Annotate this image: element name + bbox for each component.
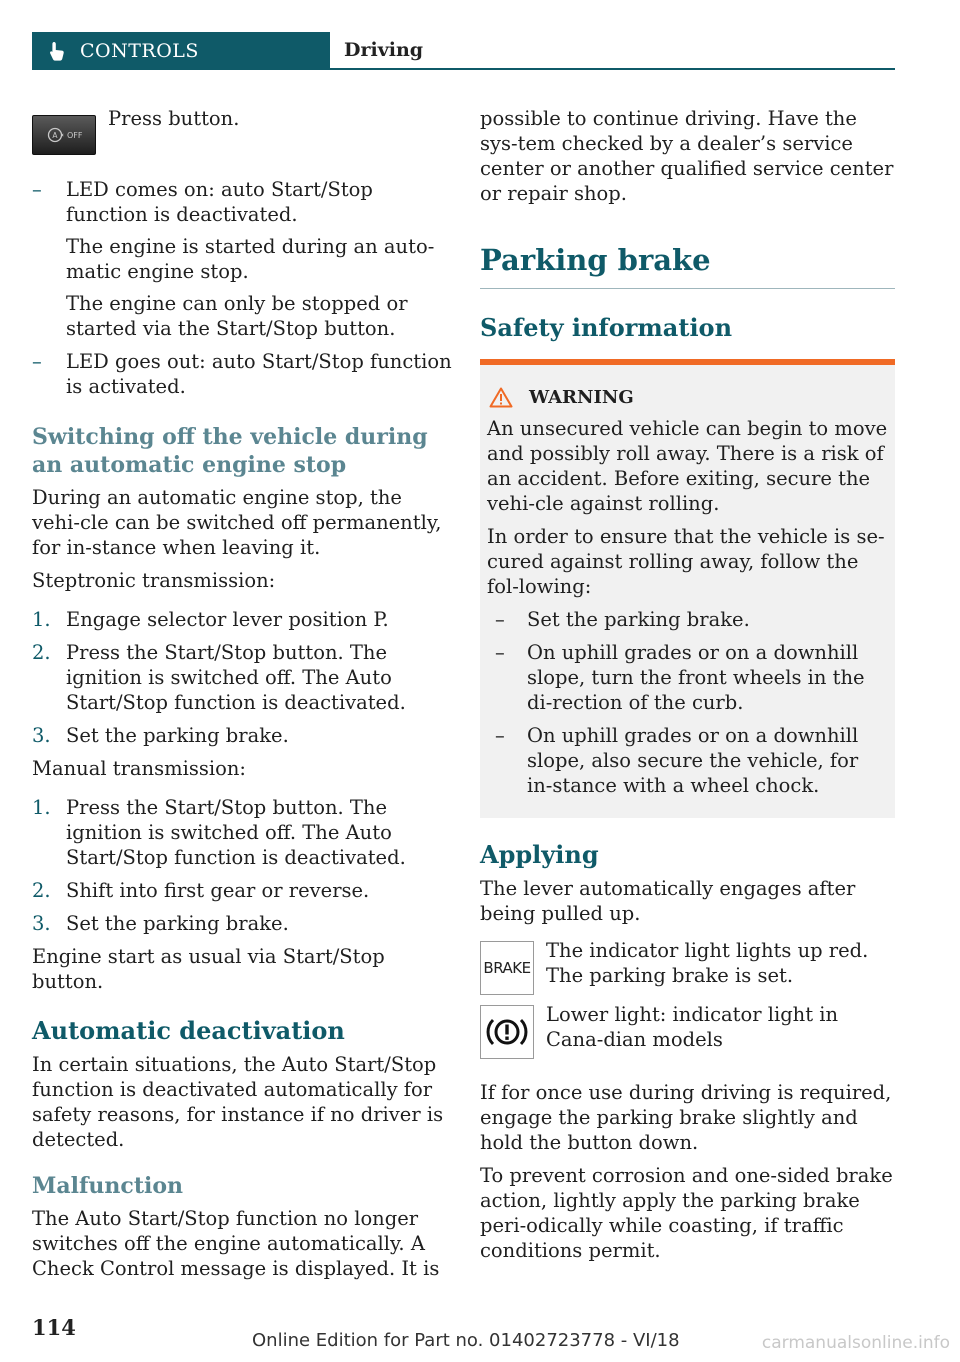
- list-item: 2. Press the Start/Stop button. The ignition is switched off. The Auto Start/Stop function is deactivated.: [32, 641, 406, 714]
- list-item: – On uphill grades or on a downhill slope, also secure the vehicle, for in-stance with a wheel chock.: [487, 723, 888, 798]
- paragraph: In certain situations, the Auto Start/Stop function is deactivated automatically for safety reasons, for instance if no driver is detected.: [32, 1053, 444, 1151]
- heading-safety-information: Safety information: [480, 313, 733, 342]
- steptronic-steps: [32, 607, 452, 748]
- header-section-tab: [32, 32, 330, 70]
- list-item: – LED comes on: auto Start/Stop function is deactivated. The engine is started during an auto-matic engine stop. The engine can only be stopped or started via the Start/Stop button.: [32, 177, 452, 341]
- page-number: 114: [32, 1315, 76, 1340]
- section-title: CONTROLS: [80, 40, 199, 62]
- manual-steps: [32, 795, 452, 936]
- list-item: 3. Set the parking brake.: [32, 912, 289, 935]
- manual-label: Manual transmission:: [32, 757, 246, 780]
- steptronic-label: Steptronic transmission:: [32, 569, 276, 592]
- paragraph: The lever automatically engages after being pulled up.: [480, 877, 856, 925]
- warning-box: [480, 359, 895, 818]
- paragraph: To prevent corrosion and one-sided brake action, lightly apply the parking brake peri-odically while coasting, if traffic conditions permit.: [480, 1164, 893, 1262]
- paragraph: The Auto Start/Stop function no longer switches off the engine automatically. A Check Control message is displayed. It is: [32, 1207, 440, 1280]
- header-chapter: [330, 32, 895, 70]
- right-column: [480, 106, 895, 1271]
- list-item: – Set the parking brake.: [487, 607, 888, 632]
- heading-automatic-deactivation: Automatic deactivation: [32, 1016, 345, 1045]
- heading-parking-brake: Parking brake: [480, 242, 895, 289]
- auto-start-stop-off-icon: [32, 115, 96, 155]
- indicator-light-row: [480, 1002, 895, 1060]
- brake-warning-canada-icon: [480, 1005, 534, 1059]
- list-item: – LED goes out: auto Start/Stop function is activated.: [32, 349, 452, 399]
- press-button-text: Press button.: [108, 107, 240, 130]
- hand-pointer-icon: [46, 40, 68, 62]
- list-item: 2. Shift into first gear or reverse.: [32, 879, 370, 902]
- heading-applying: Applying: [480, 840, 599, 869]
- paragraph: If for once use during driving is required, engage the parking brake slightly and hold the button down.: [480, 1081, 892, 1154]
- button-instruction: [32, 106, 452, 155]
- list-item: 1. Engage selector lever position P.: [32, 608, 389, 631]
- warning-list: [487, 607, 888, 798]
- indicator-text: The indicator light lights up red. The parking brake is set.: [546, 939, 869, 987]
- svg-text:OFF: OFF: [67, 131, 83, 140]
- indicator-light-row: [480, 938, 895, 996]
- heading-malfunction: Malfunction: [32, 1173, 184, 1199]
- paragraph: possible to continue driving. Have the sys-tem checked by a dealer’s service center or another qualified service center or repair shop.: [480, 107, 894, 205]
- warning-title: WARNING: [487, 385, 888, 410]
- paragraph: During an automatic engine stop, the vehi-cle can be switched off permanently, for in-stance when leaving it.: [32, 486, 442, 559]
- list-item: 3. Set the parking brake.: [32, 724, 289, 747]
- brake-indicator-icon: BRAKE: [480, 941, 534, 995]
- indicator-text: Lower light: indicator light in Cana-dian models: [546, 1003, 839, 1051]
- heading-switching-off: Switching off the vehicle during an automatic engine stop: [32, 424, 428, 478]
- list-item: 1. Press the Start/Stop button. The ignition is switched off. The Auto Start/Stop function is deactivated.: [32, 796, 406, 869]
- warning-triangle-icon: [489, 387, 513, 408]
- list-item: – On uphill grades or on a downhill slope, turn the front wheels in the di-rection of the curb.: [487, 640, 888, 715]
- led-status-list: [32, 177, 452, 399]
- warning-paragraph: In order to ensure that the vehicle is se-cured against rolling away, follow the fol-lowing:: [487, 525, 885, 598]
- chapter-title: Driving: [344, 39, 424, 61]
- left-column: [32, 106, 452, 1289]
- svg-text:A: A: [52, 130, 58, 140]
- edition-footer: Online Edition for Part no. 01402723778 - VI/18: [252, 1330, 680, 1351]
- engine-start-text: Engine start as usual via Start/Stop button.: [32, 945, 385, 993]
- watermark: carmanualsonline.info: [761, 1333, 950, 1353]
- warning-paragraph: An unsecured vehicle can begin to move and possibly roll away. There is a risk of an accident. Before exiting, secure the vehi-cle against rolling.: [487, 417, 888, 515]
